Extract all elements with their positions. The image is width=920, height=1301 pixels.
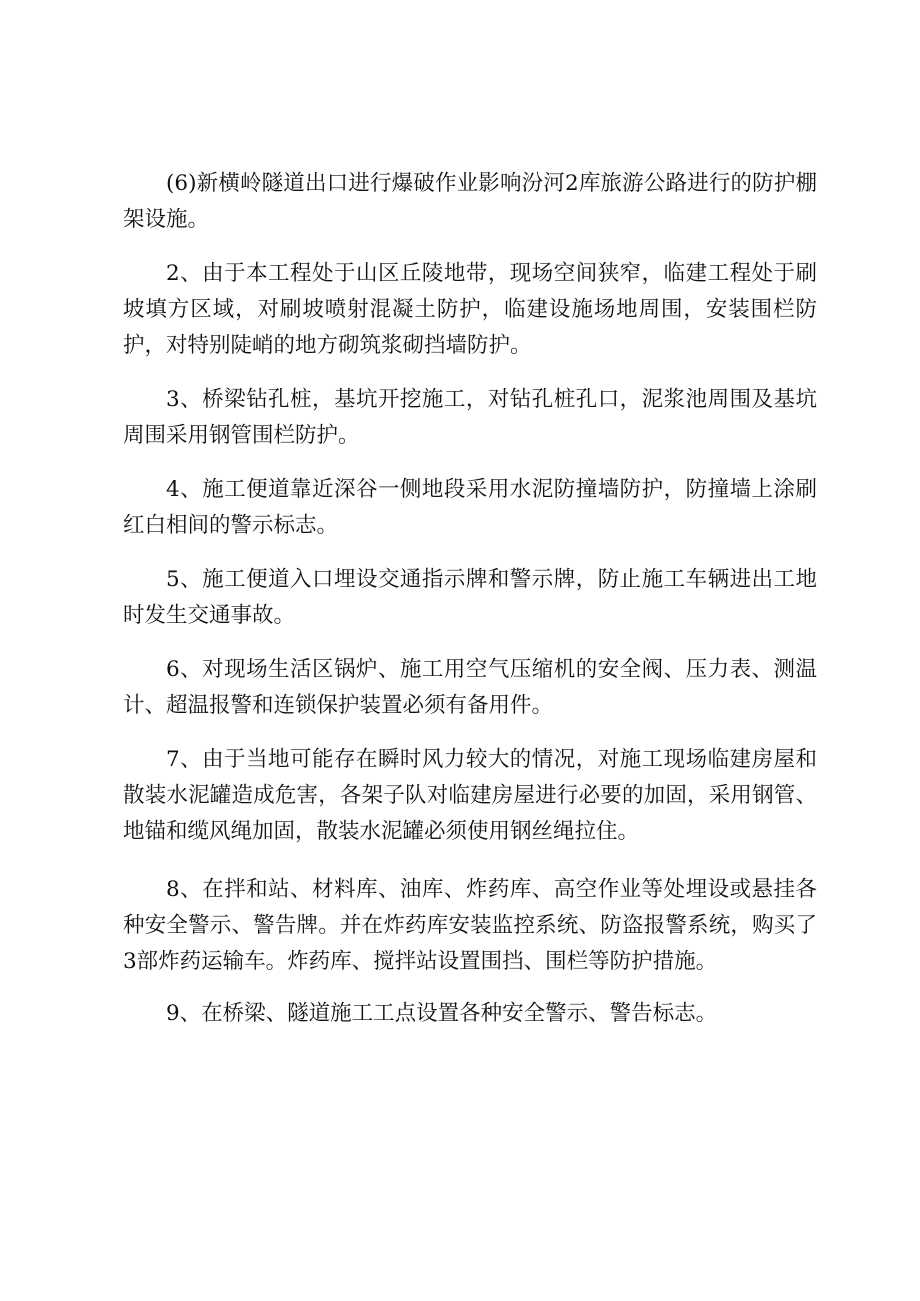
paragraph-8-warning-signs-explosives: 8、在拌和站、材料库、油库、炸药库、高空作业等处埋设或悬挂各种安全警示、警告牌。并在炸药库安装监控系统、防盗报警系统，购买了3部炸药运输车。炸药库、搅拌站设置围挡、围栏等防护措施。 <box>123 877 817 974</box>
paragraph-7-wind-reinforcement: 7、由于当地可能存在瞬时风力较大的情况，对施工现场临建房屋和散装水泥罐造成危害，各架子队对临建房屋进行必要的加固，采用钢管、地锚和缆风绳加固，散装水泥罐必须使用钢丝绳拉住。 <box>123 747 817 844</box>
paragraph-9-bridge-tunnel-signs: 9、在桥梁、隧道施工工点设置各种安全警示、警告标志。 <box>166 1001 718 1026</box>
paragraph-4-access-road-barrier: 4、施工便道靠近深谷一侧地段采用水泥防撞墙防护，防撞墙上涂刷红白相间的警示标志。 <box>123 477 817 538</box>
paragraph-5-traffic-signs: 5、施工便道入口埋设交通指示牌和警示牌，防止施工车辆进出工地时发生交通事故。 <box>123 567 817 628</box>
paragraph-6-boiler-safety: 6、对现场生活区锅炉、施工用空气压缩机的安全阀、压力表、测温计、超温报警和连锁保护装置必须有备用件。 <box>123 657 817 718</box>
paragraph-6-blasting-protection: (6)新横岭隧道出口进行爆破作业影响汾河2库旅游公路进行的防护棚架设施。 <box>123 171 817 232</box>
paragraph-3-bridge-pile-protection: 3、桥梁钻孔桩，基坑开挖施工，对钻孔桩孔口，泥浆池周围及基坑周围采用钢管围栏防护。 <box>123 387 817 448</box>
document-body <box>123 166 817 1032</box>
paragraph-2-slope-protection: 2、由于本工程处于山区丘陵地带，现场空间狭窄，临建工程处于刷坡填方区域，对刷坡喷射混凝土防护，临建设施场地周围，安装围栏防护，对特别陡峭的地方砌筑浆砌挡墙防护。 <box>123 261 817 358</box>
